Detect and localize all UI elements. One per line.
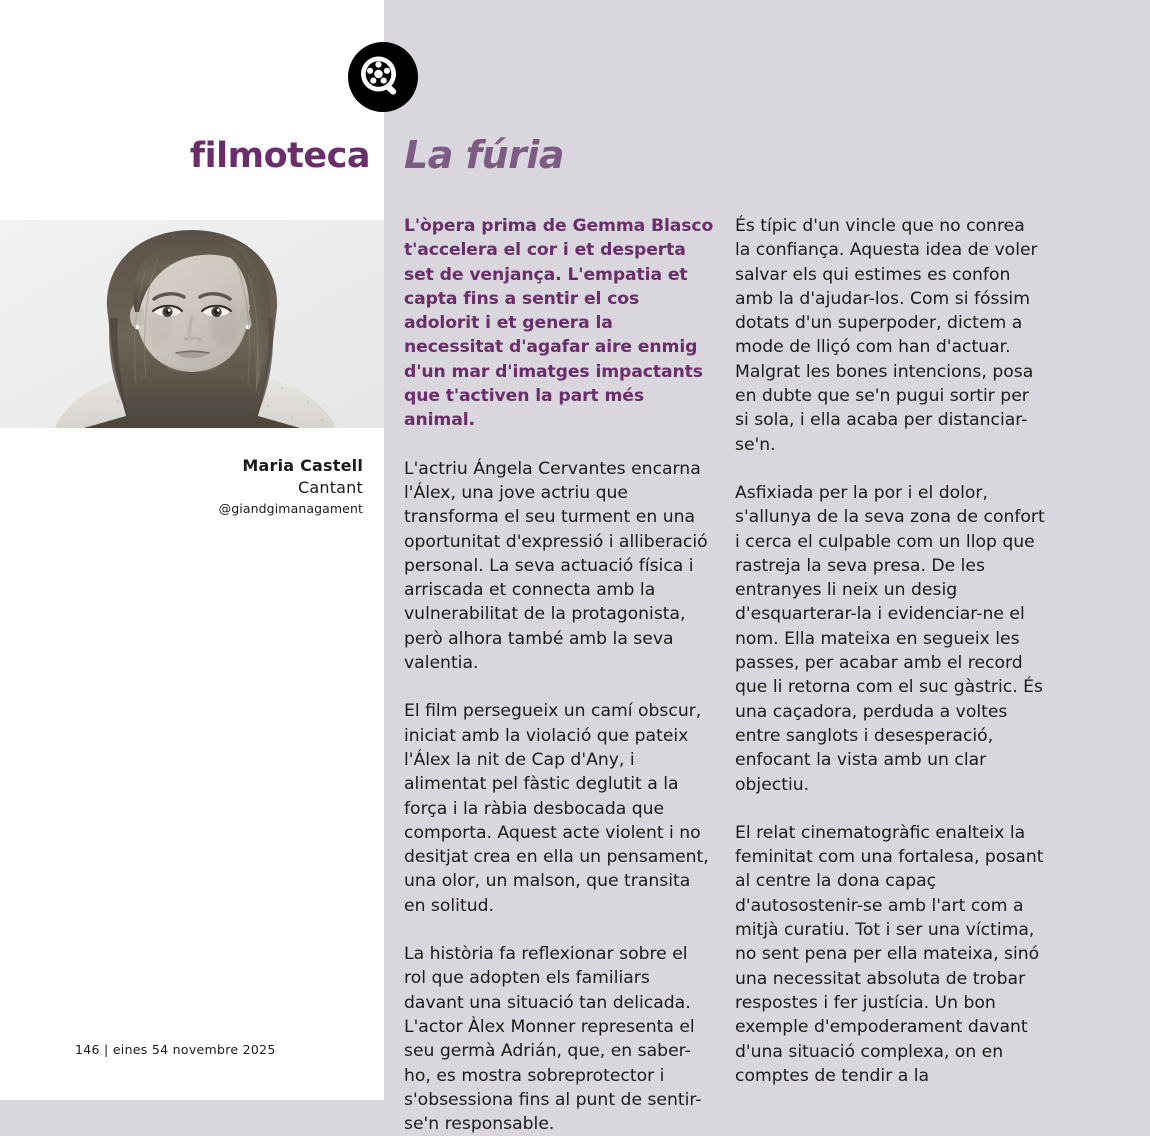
body-paragraph: L'actriu Ángela Cervantes encarna l'Álex, una jove actriu que transforma el seu turment en una oportunitat d'expressió i alliberació personal. La seva actuació física i arriscada et connecta amb la vulnerabilitat de la protagonista, però alhora també amb la seva valentia.	[404, 458, 708, 674]
article-title: La fúria	[404, 133, 565, 177]
film-reel-magnifier-icon	[348, 42, 418, 112]
portrait-photo	[0, 220, 384, 428]
caption-name: Maria Castell	[242, 456, 363, 475]
column-two	[735, 214, 1045, 1088]
column-one	[404, 214, 714, 1136]
photo-caption	[20, 455, 363, 519]
body-paragraph: Asfixiada per la por i el dolor, s'allunya de la seva zona de confort i cerca el culpable com un llop que rastreja la seva presa. De les entranyes li neix un desig d'esquarterar-la i evidenciar-ne el nom. Ella mateixa en segueix les passes, per acabar amb el record que li retorna com el suc gàstric. És una caçadora, perduda a voltes entre sanglots i desesperació, enfocant la vista amb un clar objectiu.	[735, 482, 1045, 795]
section-title: filmoteca	[189, 136, 370, 176]
page-footer: 146 | eines 54 novembre 2025	[75, 1042, 276, 1057]
body-paragraph: El film persegueix un camí obscur, iniciat amb la violació que pateix l'Álex la nit de Cap d'Any, i alimentat pel fàstic deglutit a la força i la ràbia desbocada que comporta. Aquest acte violent i no desitjat crea en ella un pensament, una olor, un malson, que transita en solitud.	[404, 701, 709, 916]
caption-role: Cantant	[297, 477, 363, 497]
caption-handle: @giandgimanagament	[218, 500, 363, 516]
body-paragraph: La història fa reflexionar sobre el rol que adopten els familiars davant una situació tan delicada. L'actor Àlex Monner representa el seu germà Adrián, que, en saber-ho, es mostra sobreprotector i s'obsessiona fins al punt de sentir-se'n responsable.	[404, 944, 702, 1135]
body-paragraph: El relat cinematogràfic enalteix la feminitat com una fortalesa, posant al centre la dona capaç d'autosostenir-se amb l'art com a mitjà curatiu. Tot i ser una víctima, no sent pena per ella mateixa, sinó una necessitat absoluta de trobar respostes i fer justícia. Un bon exemple d'empoderament davant d'una situació complexa, on en comptes de tendir a la	[735, 822, 1044, 1086]
lead-paragraph: L'òpera prima de Gemma Blasco t'accelera el cor i et desperta set de venjança. L'empatia et capta fins a sentir el cos adolorit i et genera la necessitat d'agafar aire enmig d'un mar d'imatges impactants que t'activen la part més animal.	[404, 216, 714, 431]
body-paragraph: És típic d'un vincle que no conrea la confiança. Aquesta idea de voler salvar els qui estimes es confon amb la d'ajudar-los. Com si fóssim dotats d'un superpoder, dictem a mode de lliçó com han d'actuar. Malgrat les bones intencions, posa en dubte que se'n pugui sortir per si sola, i ella acaba per distanciar-se'n.	[735, 216, 1038, 455]
